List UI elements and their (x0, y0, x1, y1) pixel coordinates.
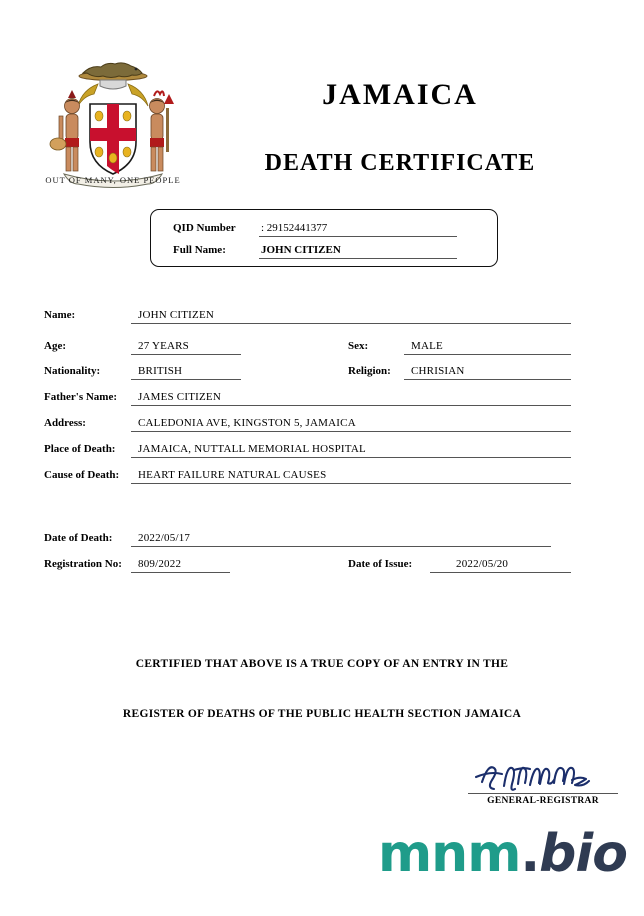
field-label-address: Address: (44, 417, 86, 429)
field-label-date-of-issue: Date of Issue: (348, 558, 413, 570)
qid-box (150, 209, 498, 267)
field-rule-registration-no (131, 572, 230, 573)
field-value-place-of-death: JAMAICA, NUTTALL MEMORIAL HOSPITAL (138, 443, 366, 455)
full-name-rule (259, 258, 457, 259)
field-label-religion: Religion: (348, 365, 391, 377)
svg-text:OUT OF MANY, ONE PEOPLE: OUT OF MANY, ONE PEOPLE (45, 175, 181, 185)
field-value-registration-no: 809/2022 (138, 558, 182, 570)
page-subtitle: DEATH CERTIFICATE (264, 150, 536, 176)
watermark-part-dot: . (520, 824, 540, 884)
field-value-name: JOHN CITIZEN (138, 309, 215, 321)
signature-rule (468, 793, 618, 794)
field-value-cause-of-death: HEART FAILURE NATURAL CAUSES (138, 469, 327, 481)
field-value-nationality: BRITISH (138, 365, 183, 377)
field-label-registration-no: Registration No: (44, 558, 122, 570)
field-label-sex: Sex: (348, 340, 369, 352)
full-name-value: JOHN CITIZEN (261, 244, 341, 256)
field-value-sex: MALE (411, 340, 443, 352)
field-label-place-of-death: Place of Death: (44, 443, 116, 455)
field-value-date-of-death: 2022/05/17 (138, 532, 191, 544)
signature-caption: GENERAL-REGISTRAR (487, 796, 599, 806)
qid-number-rule (259, 236, 457, 237)
field-rule-sex (404, 354, 571, 355)
field-label-age: Age: (44, 340, 66, 352)
certification-line-1: CERTIFIED THAT ABOVE IS A TRUE COPY OF AN ENTRY IN THE (135, 658, 509, 670)
registrar-signature (468, 752, 618, 802)
qid-number-label: QID Number (173, 222, 236, 234)
certification-line-2: REGISTER OF DEATHS OF THE PUBLIC HEALTH SECTION JAMAICA (122, 708, 522, 720)
field-rule-date-of-issue (430, 572, 571, 573)
qid-number-value: : 29152441377 (261, 222, 328, 234)
field-rule-date-of-death (131, 546, 551, 547)
jamaica-coat-of-arms-icon (38, 46, 188, 194)
field-value-date-of-issue: 2022/05/20 (456, 558, 509, 570)
field-value-address: CALEDONIA AVE, KINGSTON 5, JAMAICA (138, 417, 356, 429)
field-label-name: Name: (44, 309, 76, 321)
field-rule-cause-of-death (131, 483, 571, 484)
field-label-nationality: Nationality: (44, 365, 101, 377)
field-rule-address (131, 431, 571, 432)
mnm-bio-watermark (378, 824, 627, 884)
watermark-part-bio: bio (539, 824, 627, 884)
watermark-part-mnm: mnm (378, 824, 521, 884)
field-rule-age (131, 354, 241, 355)
field-value-age: 27 YEARS (138, 340, 190, 352)
field-rule-nationality (131, 379, 241, 380)
field-rule-fathers-name (131, 405, 571, 406)
field-rule-place-of-death (131, 457, 571, 458)
field-rule-religion (404, 379, 571, 380)
field-rule-name (131, 323, 571, 324)
field-label-cause-of-death: Cause of Death: (44, 469, 120, 481)
full-name-label: Full Name: (173, 244, 226, 256)
field-label-date-of-death: Date of Death: (44, 532, 113, 544)
field-value-religion: CHRISIAN (411, 365, 465, 377)
field-label-fathers-name: Father's Name: (44, 391, 118, 403)
field-value-fathers-name: JAMES CITIZEN (138, 391, 221, 403)
page-title: JAMAICA (322, 78, 478, 111)
